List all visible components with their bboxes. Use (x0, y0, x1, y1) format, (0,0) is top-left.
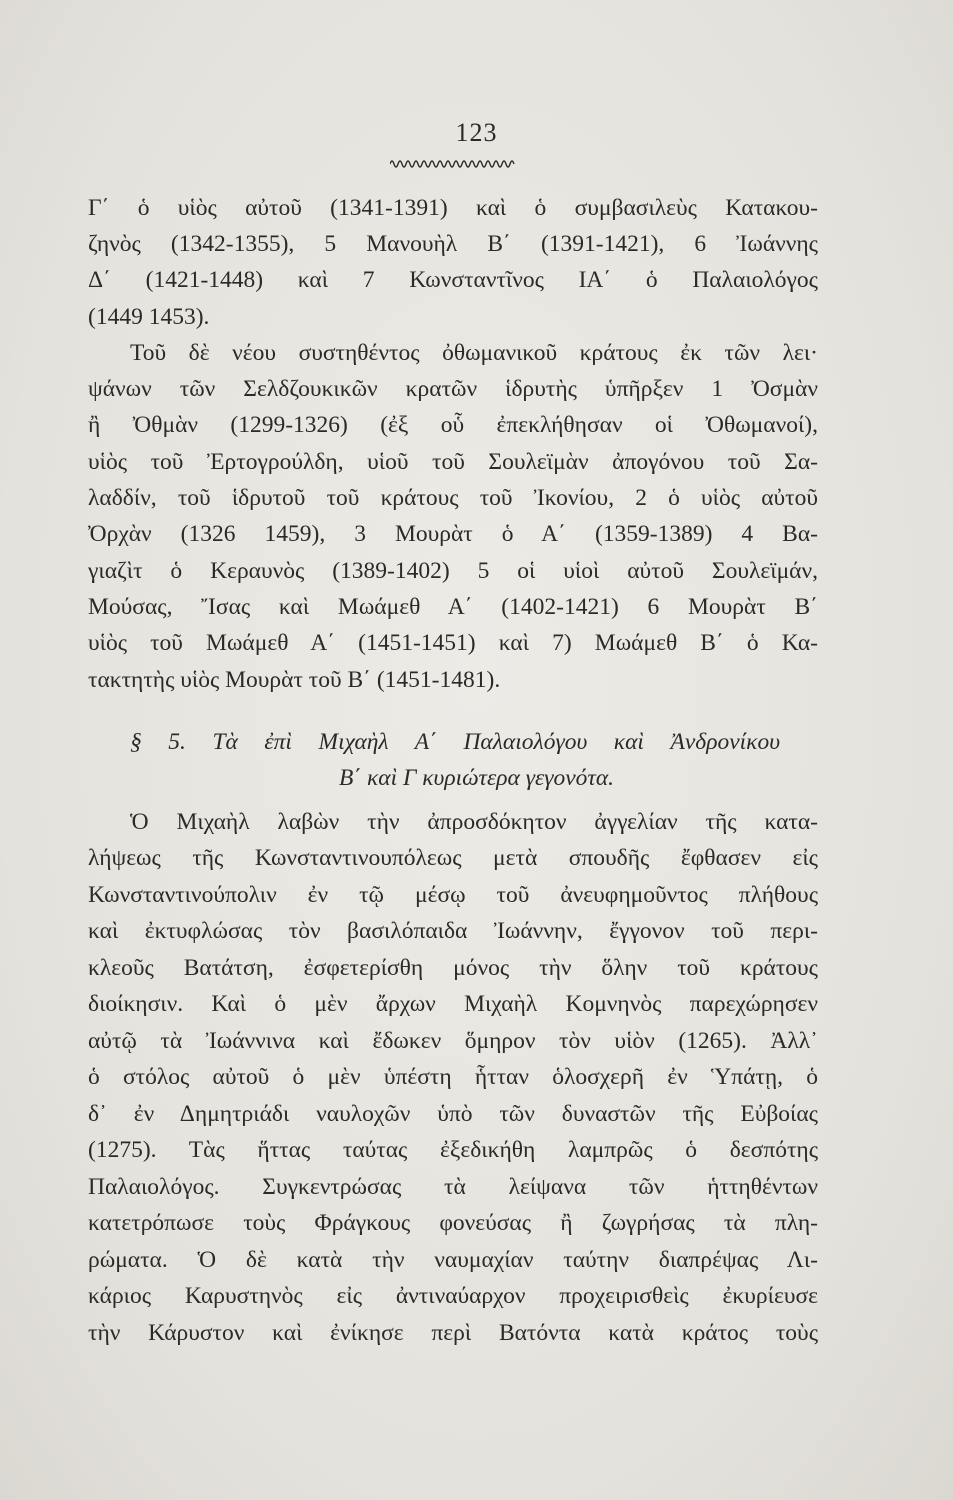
text-line: ρώματα. Ὁ δὲ κατὰ τὴν ναυμαχίαν ταύτην διαπρέψας Λι- (88, 1247, 818, 1273)
wavy-rule-ornament (390, 156, 516, 168)
text-line: καὶ ἐκτυφλώσας τὸν βασιλόπαιδα Ἰωάννην, ἔγγονον τοῦ περι- (88, 918, 818, 944)
text-line: κλεοῦς Βατάτση, ἐσφετερίσθη μόνος τὴν ὅλην τοῦ κράτους (88, 955, 818, 981)
text-line: τὴν Κάρυστον καὶ ἐνίκησε περὶ Βατόντα κατὰ κράτος τοὺς (88, 1320, 818, 1346)
text-line: Ὁ Μιχαὴλ λαβὼν τὴν ἀπροσδόκητον ἀγγελίαν τῆς κατα- (130, 809, 818, 835)
text-line: λήψεως τῆς Κωνσταντινουπόλεως μετὰ σπουδῆς ἔφθασεν εἰς (88, 845, 818, 871)
text-line: ὁ στόλος αὐτοῦ ὁ μὲν ὑπέστη ἧτταν ὁλοσχερῆ ἐν Ὑπάτῃ, ὁ (88, 1064, 818, 1090)
text-line: Παλαιολόγος. Συγκεντρώσας τὰ λείψανα τῶν ἡττηθέντων (88, 1174, 818, 1200)
text-line: Ὀρχὰν (1326 1459), 3 Μουρὰτ ὁ Α΄ (1359-1389) 4 Βα- (88, 521, 818, 547)
text-line: διοίκησιν. Καὶ ὁ μὲν ἄρχων Μιχαὴλ Κομνηνὸς παρεχώρησεν (88, 991, 818, 1017)
text-line: Τοῦ δὲ νέου συστηθέντος ὀθωμανικοῦ κράτους ἐκ τῶν λει· (130, 340, 818, 366)
text-line: Κωνσταντινούπολιν ἐν τῷ μέσῳ τοῦ ἀνευφημοῦντος πλήθους (88, 882, 818, 908)
text-line: αὐτῷ τὰ Ἰωάννινα καὶ ἔδωκεν ὅμηρον τὸν υἱὸν (1265). Ἀλλ᾽ (88, 1028, 818, 1054)
text-line: ψάνων τῶν Σελδζουκικῶν κρατῶν ἱδρυτὴς ὑπῆρξεν 1 Ὀσμὰν (88, 376, 818, 402)
text-line: υἱὸς τοῦ Ἐρτογρούλδη, υἱοῦ τοῦ Σουλεϊμὰν ἀπογόνου τοῦ Σα- (88, 449, 818, 475)
text-line: Γ΄ ὁ υἱὸς αὐτοῦ (1341-1391) καὶ ὁ συμβασιλεὺς Κατακου- (88, 195, 818, 221)
text-line: κάριος Καρυστηνὸς εἰς ἀντιναύαρχον προχειρισθεὶς ἐκυρίευσε (88, 1283, 818, 1309)
text-line: Μούσας, Ἴσας καὶ Μωάμεθ Α΄ (1402-1421) 6 Μουρὰτ Β΄ (88, 594, 818, 620)
text-line: (1449 1453). (88, 304, 210, 330)
text-line: ἢ Ὀθμὰν (1299-1326) (ἐξ οὗ ἐπεκλήθησαν οἱ Ὀθωμανοί), (88, 412, 818, 438)
text-line: τακτητὴς υἱὸς Μουρὰτ τοῦ Β΄ (1451-1481). (88, 667, 501, 693)
text-line: (1275). Τὰς ἥττας ταύτας ἐξεδικήθη λαμπρῶς ὁ δεσπότης (88, 1137, 818, 1163)
text-line: κατετρόπωσε τοὺς Φράγκους φονεύσας ἢ ζωγρήσας τὰ πλη- (88, 1210, 818, 1236)
section-heading-line-2: Β΄ καὶ Γ κυριώτερα γεγονότα. (338, 765, 615, 791)
text-line: Δ΄ (1421-1448) καὶ 7 Κωνσταντῖνος ΙΑ΄ ὁ Παλαιολόγος (88, 267, 818, 293)
text-line: λαδδίν, τοῦ ἱδρυτοῦ τοῦ κράτους τοῦ Ἰκονίου, 2 ὁ υἱὸς αὐτοῦ (88, 485, 818, 511)
text-line: γιαζὶτ ὁ Κεραυνὸς (1389-1402) 5 οἱ υἱοὶ αὐτοῦ Σουλεϊμάν, (88, 558, 818, 584)
text-line: υἱὸς τοῦ Μωάμεθ Α΄ (1451-1451) καὶ 7) Μωάμεθ Β΄ ὁ Κα- (88, 630, 818, 656)
text-line: ζηνὸς (1342-1355), 5 Μανουὴλ Β΄ (1391-1421), 6 Ἰωάννης (88, 231, 818, 257)
text-line: δ᾽ ἐν Δημητριάδι ναυλοχῶν ὑπὸ τῶν δυναστῶν τῆς Εὐβοίας (88, 1101, 818, 1127)
page-number: 123 (455, 118, 498, 147)
section-heading-line-1: § 5. Τὰ ἐπὶ Μιχαὴλ Α΄ Παλαιολόγου καὶ Ἀνδρονίκου (130, 729, 780, 755)
